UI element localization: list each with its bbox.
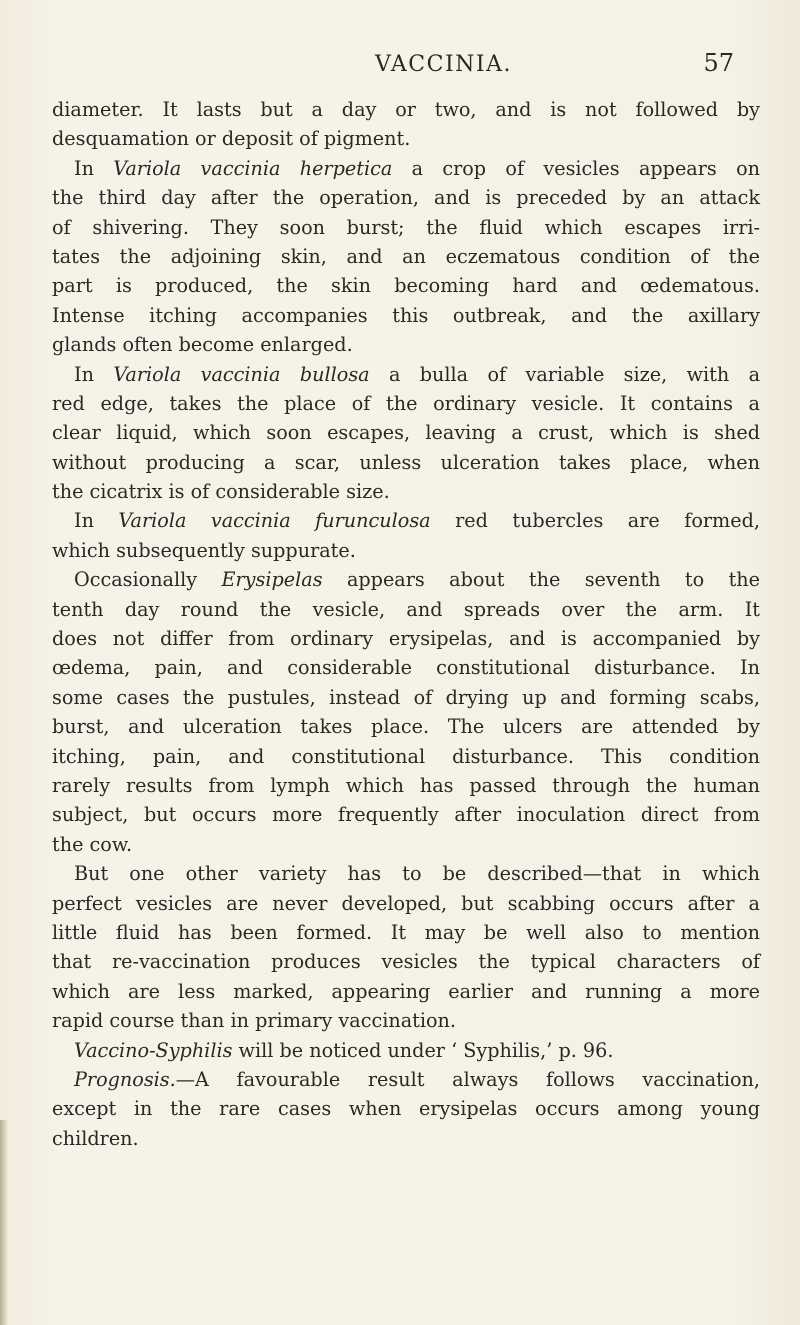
text-line: [52, 330, 760, 359]
body-text: [52, 95, 760, 1153]
italic-term: Erysipelas: [221, 568, 323, 592]
text-run: does not differ from ordinary erysipelas, and is accompanied by: [52, 627, 760, 651]
text-run: without producing a scar, unless ulceration takes place, when: [52, 450, 760, 474]
text-run: little fluid has been formed. It may be well also to mention: [52, 920, 760, 944]
text-line: [52, 95, 760, 124]
text-run: rapid course than in primary vaccination.: [52, 1009, 456, 1033]
text-line: [52, 712, 760, 741]
text-run: tenth day round the vesicle, and spreads over the arm. It: [52, 597, 760, 621]
text-line: [52, 742, 760, 771]
italic-term: Vaccino-Syphilis: [74, 1038, 233, 1062]
text-line: [52, 800, 760, 829]
text-line: [52, 536, 760, 565]
page-header: [40, 45, 740, 85]
text-line: [52, 242, 760, 271]
text-line: [52, 1094, 760, 1123]
text-run: clear liquid, which soon escapes, leaving a crust, which is shed: [52, 421, 760, 445]
text-line: [52, 448, 760, 477]
text-run: a crop of vesicles appears on: [392, 156, 760, 180]
text-run: diameter. It lasts but a day or two, and is not followed by: [52, 98, 760, 121]
text-run: a bulla of variable size, with a: [369, 362, 761, 386]
text-line: [52, 1124, 760, 1153]
text-line: [52, 889, 760, 918]
text-line: [52, 301, 760, 330]
text-run: In: [74, 156, 114, 180]
text-run: the third day after the operation, and is preceded by an attack: [52, 186, 760, 210]
text-run: Intense itching accompanies this outbreak, and the axillary: [52, 303, 760, 327]
text-run: will be noticed under ‘ Syphilis,’ p. 96.: [232, 1038, 614, 1062]
text-line: [52, 124, 760, 153]
text-line: [52, 1006, 760, 1035]
text-line: [52, 859, 760, 888]
text-run: Occasionally: [74, 568, 222, 592]
running-title: VACCINIA.: [375, 52, 512, 77]
text-run: —A favourable result always follows vaccination,: [175, 1067, 760, 1091]
text-run: In: [74, 509, 119, 533]
text-run: red edge, takes the place of the ordinary vesicle. It contains a: [52, 391, 760, 415]
text-run: of shivering. They soon burst; the fluid which escapes irri-: [52, 215, 760, 239]
text-line: [52, 389, 760, 418]
text-line: [52, 918, 760, 947]
text-run: the cicatrix is of considerable size.: [52, 480, 390, 504]
page-number: 57: [703, 49, 734, 77]
text-run: desquamation or deposit of pigment.: [52, 127, 411, 151]
text-line: [52, 418, 760, 447]
text-line: [52, 1036, 760, 1065]
text-line: [52, 771, 760, 800]
text-line: [52, 683, 760, 712]
italic-term: Prognosis.: [74, 1067, 176, 1091]
italic-term: Variola vaccinia bullosa: [113, 362, 370, 386]
text-line: [52, 271, 760, 300]
text-run: which are less marked, appearing earlier and running a more: [52, 979, 760, 1003]
page-edge-shadow: [0, 1120, 8, 1325]
text-run: the cow.: [52, 832, 133, 856]
text-line: [52, 947, 760, 976]
text-line: [52, 360, 760, 389]
text-run: subject, but occurs more frequently after inoculation direct from: [52, 803, 760, 827]
text-run: œdema, pain, and considerable constitutional disturbance. In: [52, 656, 760, 680]
text-line: [52, 565, 760, 594]
text-line: [52, 213, 760, 242]
text-run: which subsequently suppurate.: [52, 538, 356, 562]
text-run: But one other variety has to be described—that in which: [74, 862, 760, 886]
text-line: [52, 477, 760, 506]
italic-term: Variola vaccinia furunculosa: [118, 509, 431, 533]
text-run: tates the adjoining skin, and an eczematous condition of the: [52, 244, 760, 268]
text-run: glands often become enlarged.: [52, 333, 353, 357]
text-run: In: [74, 362, 114, 386]
text-run: appears about the seventh to the: [322, 568, 760, 592]
text-line: [52, 977, 760, 1006]
text-line: [52, 506, 760, 535]
text-run: perfect vesicles are never developed, but scabbing occurs after a: [52, 891, 760, 915]
text-line: [52, 830, 760, 859]
text-line: [52, 653, 760, 682]
text-run: except in the rare cases when erysipelas occurs among young: [52, 1097, 760, 1121]
text-line: [52, 624, 760, 653]
text-run: itching, pain, and constitutional disturbance. This condition: [52, 744, 760, 768]
text-line: [52, 154, 760, 183]
text-run: some cases the pustules, instead of drying up and forming scabs,: [52, 685, 760, 709]
text-run: rarely results from lymph which has passed through the human: [52, 773, 760, 797]
text-run: that re-vaccination produces vesicles the typical characters of: [52, 950, 760, 974]
text-run: burst, and ulceration takes place. The ulcers are attended by: [52, 715, 760, 739]
text-run: children.: [52, 1126, 139, 1150]
text-line: [52, 1065, 760, 1094]
text-line: [52, 183, 760, 212]
text-run: part is produced, the skin becoming hard and œdematous.: [52, 274, 760, 298]
text-line: [52, 595, 760, 624]
italic-term: Variola vaccinia herpetica: [113, 156, 393, 180]
text-run: red tubercles are formed,: [430, 509, 760, 533]
